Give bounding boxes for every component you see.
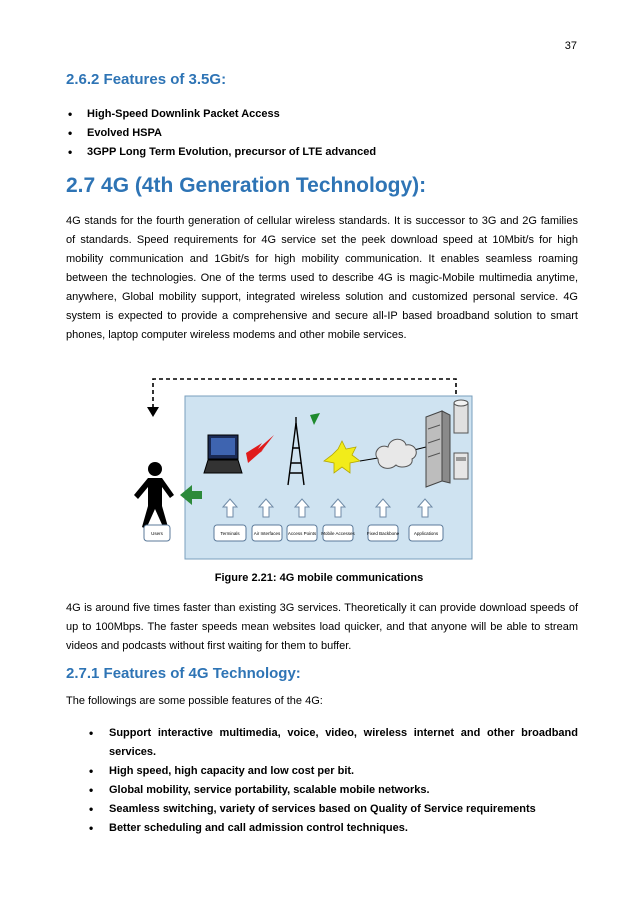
label-mobile-accesses: Mobile Accesses: [321, 531, 355, 536]
label-air-interfaces: Air Interfaces: [253, 531, 281, 536]
features-3-5g-list: [66, 105, 586, 162]
page-number: 37: [564, 40, 577, 52]
list-item: • 3GPP Long Term Evolution, precursor of LTE advanced: [66, 143, 586, 162]
label-users: Users: [151, 531, 163, 536]
paragraph-4g-speed: 4G is around five times faster than existing 3G services. Theoretically it can provide download speeds of up to 100Mbps. The faster speeds mean websites load quicker, and that anyone will be able to stream videos and podcasts without first waiting for them to buffer.: [66, 602, 578, 652]
features-intro: The followings are some possible features of the 4G:: [66, 695, 323, 707]
list-item: • High speed, high capacity and low cost per bit.: [86, 762, 578, 781]
list-item: • Global mobility, service portability, scalable mobile networks.: [86, 781, 578, 800]
section-heading-3-5g: 2.6.2 Features of 3.5G:: [66, 71, 227, 88]
features-4g-list: [86, 724, 578, 838]
user-silhouette-icon: [134, 462, 174, 529]
figure-4g-mobile-communications: [120, 373, 480, 563]
label-fixed-backbone: Fixed Backbone: [366, 531, 400, 536]
list-item: • Evolved HSPA: [66, 124, 586, 143]
list-item: • Support interactive multimedia, voice, video, wireless internet and other broadband services.: [86, 724, 578, 762]
section-heading-4g: 2.7 4G (4th Generation Technology):: [66, 174, 427, 197]
section-heading-4g-features: 2.7.1 Features of 4G Technology:: [66, 665, 301, 682]
list-item: • Better scheduling and call admission control techniques.: [86, 819, 578, 838]
label-access-points: Access Points: [287, 531, 317, 536]
computer-icon: [454, 453, 468, 479]
database-icon: [454, 400, 468, 433]
list-item: • High-Speed Downlink Packet Access: [66, 105, 586, 124]
figure-caption: Figure 2.21: 4G mobile communications: [214, 572, 424, 584]
label-terminals: Terminals: [220, 531, 240, 536]
list-item: • Seamless switching, variety of services based on Quality of Service requirements: [86, 800, 578, 819]
server-icon: [426, 411, 450, 487]
label-applications: Applications: [413, 531, 439, 536]
arrow-down-icon: [147, 407, 159, 417]
paragraph-4g-intro: 4G stands for the fourth generation of cellular wireless standards. It is successor to 3G and 2G families of standards. Speed requirements for 4G service set the peek download speed at 10Mbit/s for high mobility communication and 1Gbit/s for high mobility communication. It enables seamless roaming between the technologies. One of the terms used to describe 4G is magic-Mobile multimedia anytime, anywhere, Global mobility support, integrated wireless solution and customized personal service. 4G system is expected to provide a comprehensive and secure all-IP based broadband solution to smart phones, laptop computer wireless modems and other mobile services.: [66, 215, 578, 341]
laptop-icon: [204, 435, 242, 473]
